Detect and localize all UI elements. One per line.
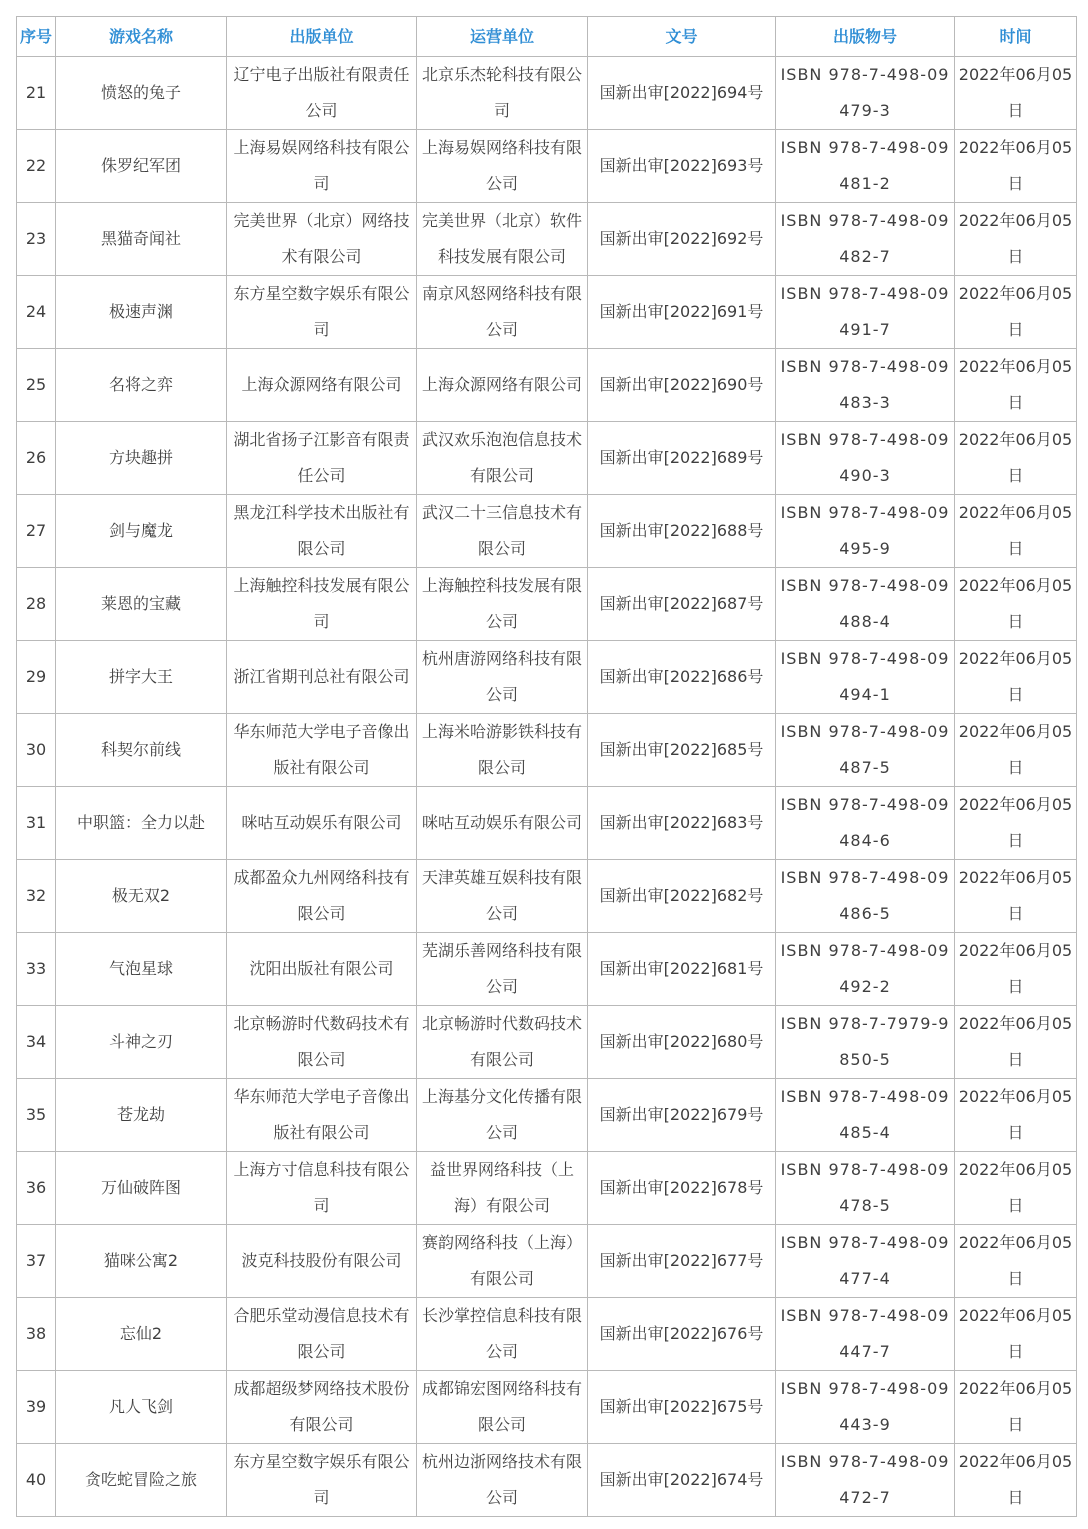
cell-approval-number: 国新出审[2022]679号 [588, 1079, 776, 1152]
cell-publisher: 东方星空数字娱乐有限公司 [227, 1444, 417, 1517]
cell-isbn: ISBN 978-7-498-09485-4 [776, 1079, 955, 1152]
cell-isbn: ISBN 978-7-498-09495-9 [776, 495, 955, 568]
cell-game-name: 剑与魔龙 [56, 495, 227, 568]
cell-date: 2022年06月05日 [955, 1006, 1077, 1079]
cell-no: 24 [17, 276, 56, 349]
cell-game-name: 斗神之刃 [56, 1006, 227, 1079]
cell-game-name: 愤怒的兔子 [56, 57, 227, 130]
cell-no: 32 [17, 860, 56, 933]
header-game-name: 游戏名称 [56, 17, 227, 57]
cell-operator: 北京畅游时代数码技术有限公司 [417, 1006, 588, 1079]
cell-game-name: 名将之弈 [56, 349, 227, 422]
cell-date: 2022年06月05日 [955, 641, 1077, 714]
cell-publisher: 浙江省期刊总社有限公司 [227, 641, 417, 714]
table-row [17, 933, 1077, 1006]
cell-game-name: 中职篮：全力以赴 [56, 787, 227, 860]
cell-no: 38 [17, 1298, 56, 1371]
cell-publisher: 上海众源网络有限公司 [227, 349, 417, 422]
cell-approval-number: 国新出审[2022]693号 [588, 130, 776, 203]
game-approval-table-container [16, 16, 1077, 1517]
cell-operator: 杭州边浙网络技术有限公司 [417, 1444, 588, 1517]
cell-approval-number: 国新出审[2022]682号 [588, 860, 776, 933]
cell-isbn: ISBN 978-7-498-09490-3 [776, 422, 955, 495]
cell-no: 34 [17, 1006, 56, 1079]
cell-approval-number: 国新出审[2022]691号 [588, 276, 776, 349]
cell-date: 2022年06月05日 [955, 1152, 1077, 1225]
cell-date: 2022年06月05日 [955, 276, 1077, 349]
header-date: 时间 [955, 17, 1077, 57]
cell-publisher: 北京畅游时代数码技术有限公司 [227, 1006, 417, 1079]
cell-game-name: 侏罗纪军团 [56, 130, 227, 203]
table-row [17, 1006, 1077, 1079]
cell-operator: 武汉二十三信息技术有限公司 [417, 495, 588, 568]
cell-publisher: 成都盈众九州网络科技有限公司 [227, 860, 417, 933]
cell-operator: 上海触控科技发展有限公司 [417, 568, 588, 641]
cell-approval-number: 国新出审[2022]675号 [588, 1371, 776, 1444]
cell-approval-number: 国新出审[2022]681号 [588, 933, 776, 1006]
cell-isbn: ISBN 978-7-498-09477-4 [776, 1225, 955, 1298]
table-row [17, 1225, 1077, 1298]
cell-approval-number: 国新出审[2022]678号 [588, 1152, 776, 1225]
cell-approval-number: 国新出审[2022]677号 [588, 1225, 776, 1298]
cell-date: 2022年06月05日 [955, 495, 1077, 568]
table-row [17, 787, 1077, 860]
cell-game-name: 苍龙劫 [56, 1079, 227, 1152]
table-row [17, 495, 1077, 568]
table-row [17, 130, 1077, 203]
header-publisher: 出版单位 [227, 17, 417, 57]
cell-publisher: 华东师范大学电子音像出版社有限公司 [227, 1079, 417, 1152]
table-row [17, 568, 1077, 641]
table-row [17, 1444, 1077, 1517]
table-row [17, 714, 1077, 787]
cell-operator: 益世界网络科技（上海）有限公司 [417, 1152, 588, 1225]
cell-date: 2022年06月05日 [955, 714, 1077, 787]
cell-publisher: 完美世界（北京）网络技术有限公司 [227, 203, 417, 276]
cell-operator: 天津英雄互娱科技有限公司 [417, 860, 588, 933]
cell-game-name: 莱恩的宝藏 [56, 568, 227, 641]
cell-isbn: ISBN 978-7-498-09478-5 [776, 1152, 955, 1225]
cell-operator: 北京乐杰轮科技有限公司 [417, 57, 588, 130]
cell-operator: 芜湖乐善网络科技有限公司 [417, 933, 588, 1006]
cell-isbn: ISBN 978-7-498-09472-7 [776, 1444, 955, 1517]
cell-no: 33 [17, 933, 56, 1006]
table-row [17, 1152, 1077, 1225]
cell-game-name: 气泡星球 [56, 933, 227, 1006]
cell-approval-number: 国新出审[2022]689号 [588, 422, 776, 495]
table-row [17, 349, 1077, 422]
cell-game-name: 猫咪公寓2 [56, 1225, 227, 1298]
cell-isbn: ISBN 978-7-498-09483-3 [776, 349, 955, 422]
cell-operator: 武汉欢乐泡泡信息技术有限公司 [417, 422, 588, 495]
cell-no: 26 [17, 422, 56, 495]
cell-no: 28 [17, 568, 56, 641]
cell-date: 2022年06月05日 [955, 349, 1077, 422]
cell-publisher: 上海方寸信息科技有限公司 [227, 1152, 417, 1225]
cell-game-name: 极无双2 [56, 860, 227, 933]
cell-no: 25 [17, 349, 56, 422]
table-row [17, 641, 1077, 714]
cell-date: 2022年06月05日 [955, 1298, 1077, 1371]
cell-approval-number: 国新出审[2022]690号 [588, 349, 776, 422]
cell-approval-number: 国新出审[2022]685号 [588, 714, 776, 787]
cell-publisher: 上海触控科技发展有限公司 [227, 568, 417, 641]
cell-approval-number: 国新出审[2022]680号 [588, 1006, 776, 1079]
cell-publisher: 辽宁电子出版社有限责任公司 [227, 57, 417, 130]
cell-publisher: 咪咕互动娱乐有限公司 [227, 787, 417, 860]
cell-no: 40 [17, 1444, 56, 1517]
cell-no: 39 [17, 1371, 56, 1444]
cell-isbn: ISBN 978-7-498-09479-3 [776, 57, 955, 130]
cell-date: 2022年06月05日 [955, 1371, 1077, 1444]
cell-date: 2022年06月05日 [955, 203, 1077, 276]
cell-approval-number: 国新出审[2022]694号 [588, 57, 776, 130]
table-row [17, 422, 1077, 495]
cell-publisher: 东方星空数字娱乐有限公司 [227, 276, 417, 349]
cell-publisher: 波克科技股份有限公司 [227, 1225, 417, 1298]
header-isbn: 出版物号 [776, 17, 955, 57]
cell-game-name: 拼字大王 [56, 641, 227, 714]
cell-date: 2022年06月05日 [955, 422, 1077, 495]
table-row [17, 860, 1077, 933]
cell-game-name: 万仙破阵图 [56, 1152, 227, 1225]
cell-game-name: 贪吃蛇冒险之旅 [56, 1444, 227, 1517]
cell-isbn: ISBN 978-7-498-09494-1 [776, 641, 955, 714]
cell-date: 2022年06月05日 [955, 568, 1077, 641]
cell-approval-number: 国新出审[2022]687号 [588, 568, 776, 641]
cell-game-name: 科契尔前线 [56, 714, 227, 787]
cell-no: 23 [17, 203, 56, 276]
table-row [17, 1371, 1077, 1444]
cell-no: 21 [17, 57, 56, 130]
cell-approval-number: 国新出审[2022]676号 [588, 1298, 776, 1371]
cell-operator: 南京风怒网络科技有限公司 [417, 276, 588, 349]
cell-no: 27 [17, 495, 56, 568]
table-row [17, 203, 1077, 276]
game-approval-table [16, 16, 1077, 1517]
cell-operator: 上海米哈游影铁科技有限公司 [417, 714, 588, 787]
cell-operator: 成都锦宏图网络科技有限公司 [417, 1371, 588, 1444]
cell-approval-number: 国新出审[2022]686号 [588, 641, 776, 714]
cell-isbn: ISBN 978-7-498-09486-5 [776, 860, 955, 933]
cell-publisher: 黑龙江科学技术出版社有限公司 [227, 495, 417, 568]
cell-no: 30 [17, 714, 56, 787]
cell-approval-number: 国新出审[2022]688号 [588, 495, 776, 568]
header-approval-number: 文号 [588, 17, 776, 57]
table-row [17, 276, 1077, 349]
cell-date: 2022年06月05日 [955, 933, 1077, 1006]
cell-date: 2022年06月05日 [955, 1225, 1077, 1298]
cell-date: 2022年06月05日 [955, 787, 1077, 860]
cell-game-name: 忘仙2 [56, 1298, 227, 1371]
cell-isbn: ISBN 978-7-498-09487-5 [776, 714, 955, 787]
cell-date: 2022年06月05日 [955, 130, 1077, 203]
cell-isbn: ISBN 978-7-498-09491-7 [776, 276, 955, 349]
cell-isbn: ISBN 978-7-498-09481-2 [776, 130, 955, 203]
cell-isbn: ISBN 978-7-498-09488-4 [776, 568, 955, 641]
cell-isbn: ISBN 978-7-498-09484-6 [776, 787, 955, 860]
table-row [17, 1079, 1077, 1152]
cell-operator: 上海基分文化传播有限公司 [417, 1079, 588, 1152]
cell-operator: 完美世界（北京）软件科技发展有限公司 [417, 203, 588, 276]
cell-isbn: ISBN 978-7-498-09447-7 [776, 1298, 955, 1371]
cell-approval-number: 国新出审[2022]692号 [588, 203, 776, 276]
cell-isbn: ISBN 978-7-498-09443-9 [776, 1371, 955, 1444]
cell-isbn: ISBN 978-7-498-09492-2 [776, 933, 955, 1006]
cell-isbn: ISBN 978-7-7979-9850-5 [776, 1006, 955, 1079]
cell-publisher: 湖北省扬子江影音有限责任公司 [227, 422, 417, 495]
cell-operator: 长沙掌控信息科技有限公司 [417, 1298, 588, 1371]
cell-isbn: ISBN 978-7-498-09482-7 [776, 203, 955, 276]
header-no: 序号 [17, 17, 56, 57]
cell-no: 36 [17, 1152, 56, 1225]
table-row [17, 57, 1077, 130]
cell-no: 22 [17, 130, 56, 203]
cell-publisher: 沈阳出版社有限公司 [227, 933, 417, 1006]
header-operator: 运营单位 [417, 17, 588, 57]
cell-approval-number: 国新出审[2022]674号 [588, 1444, 776, 1517]
cell-date: 2022年06月05日 [955, 1444, 1077, 1517]
cell-operator: 杭州唐游网络科技有限公司 [417, 641, 588, 714]
cell-publisher: 华东师范大学电子音像出版社有限公司 [227, 714, 417, 787]
table-header-row [17, 17, 1077, 57]
cell-date: 2022年06月05日 [955, 57, 1077, 130]
cell-date: 2022年06月05日 [955, 1079, 1077, 1152]
cell-no: 29 [17, 641, 56, 714]
cell-publisher: 合肥乐堂动漫信息技术有限公司 [227, 1298, 417, 1371]
cell-game-name: 极速声渊 [56, 276, 227, 349]
cell-operator: 赛韵网络科技（上海）有限公司 [417, 1225, 588, 1298]
cell-no: 37 [17, 1225, 56, 1298]
cell-no: 31 [17, 787, 56, 860]
cell-operator: 咪咕互动娱乐有限公司 [417, 787, 588, 860]
table-row [17, 1298, 1077, 1371]
cell-operator: 上海众源网络有限公司 [417, 349, 588, 422]
cell-game-name: 方块趣拼 [56, 422, 227, 495]
cell-no: 35 [17, 1079, 56, 1152]
cell-publisher: 上海易娱网络科技有限公司 [227, 130, 417, 203]
cell-publisher: 成都超级梦网络技术股份有限公司 [227, 1371, 417, 1444]
cell-game-name: 黑猫奇闻社 [56, 203, 227, 276]
cell-game-name: 凡人飞剑 [56, 1371, 227, 1444]
cell-approval-number: 国新出审[2022]683号 [588, 787, 776, 860]
cell-date: 2022年06月05日 [955, 860, 1077, 933]
cell-operator: 上海易娱网络科技有限公司 [417, 130, 588, 203]
